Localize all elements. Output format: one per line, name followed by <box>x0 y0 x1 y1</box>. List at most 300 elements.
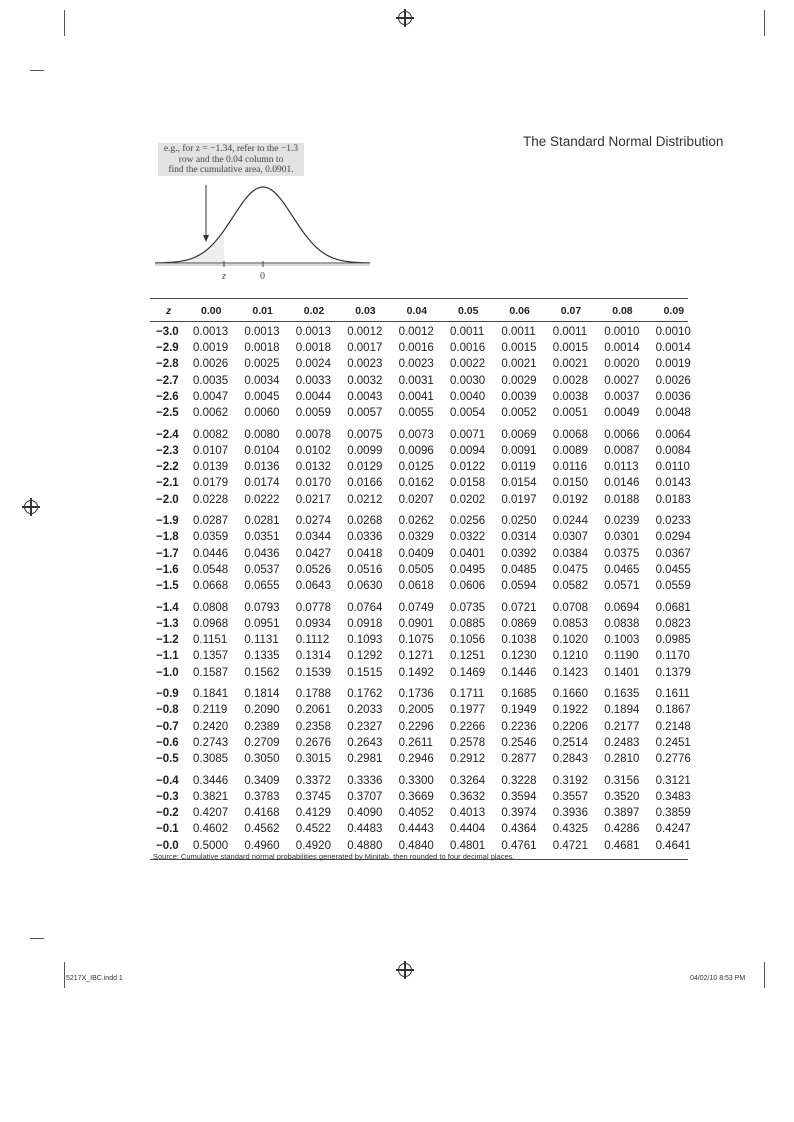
probability-cell: 0.2327 <box>347 720 383 733</box>
probability-cell: 0.2296 <box>398 720 434 733</box>
probability-cell: 0.0901 <box>398 617 434 630</box>
probability-cell: 0.0132 <box>295 461 331 474</box>
probability-cell: 0.0069 <box>501 428 537 441</box>
z-value: −2.0 <box>156 493 179 506</box>
probability-cell: 0.0301 <box>604 531 640 544</box>
probability-cell: 0.0262 <box>398 515 434 528</box>
probability-cell: 0.3594 <box>501 790 537 803</box>
probability-cell: 0.0036 <box>655 390 691 403</box>
probability-cell: 0.4721 <box>552 839 588 852</box>
probability-cell: 0.2843 <box>552 753 588 765</box>
probability-cell: 0.0026 <box>193 358 229 371</box>
probability-cell: 0.2743 <box>193 736 229 749</box>
z-value: −0.6 <box>156 736 179 749</box>
probability-cell: 0.3228 <box>501 774 537 787</box>
probability-cell: 0.3336 <box>347 774 383 787</box>
z-value: −0.8 <box>156 704 179 717</box>
probability-cell: 0.4801 <box>450 839 486 852</box>
z-value: −1.3 <box>156 617 179 630</box>
probability-cell: 0.1335 <box>244 650 280 663</box>
crop-mark <box>64 962 65 988</box>
arrow-head-icon <box>203 235 209 242</box>
probability-cell: 0.0951 <box>244 617 280 630</box>
probability-cell: 0.3192 <box>552 774 588 787</box>
z-axis-label: z <box>222 271 226 282</box>
probability-cell: 0.0012 <box>347 326 383 338</box>
probability-cell: 0.0016 <box>398 342 434 355</box>
probability-cell: 0.2177 <box>604 720 640 733</box>
probability-cell: 0.0409 <box>398 547 434 560</box>
probability-cell: 0.0143 <box>655 477 691 490</box>
probability-cell: 0.0934 <box>295 617 331 630</box>
column-header: 0.05 <box>458 305 479 317</box>
probability-cell: 0.0139 <box>193 461 229 474</box>
probability-cell: 0.0344 <box>295 531 331 544</box>
probability-cell: 0.0256 <box>450 515 486 528</box>
probability-cell: 0.0630 <box>347 580 383 592</box>
probability-cell: 0.1170 <box>655 650 690 663</box>
probability-cell: 0.0116 <box>552 461 588 474</box>
probability-cell: 0.1977 <box>450 704 486 717</box>
probability-cell: 0.0028 <box>552 374 588 387</box>
probability-cell: 0.0017 <box>347 342 383 355</box>
probability-cell: 0.0392 <box>501 547 537 560</box>
probability-cell: 0.0764 <box>347 601 383 614</box>
probability-cell: 0.3050 <box>244 753 280 765</box>
probability-cell: 0.0643 <box>295 580 331 592</box>
probability-cell: 0.1056 <box>450 634 486 647</box>
probability-cell: 0.1894 <box>604 704 640 717</box>
z-value: −0.1 <box>156 823 179 836</box>
probability-cell: 0.1660 <box>552 688 588 701</box>
probability-cell: 0.2148 <box>655 720 691 733</box>
probability-cell: 0.0059 <box>295 407 331 419</box>
probability-cell: 0.2061 <box>295 704 331 717</box>
probability-cell: 0.0294 <box>655 531 691 544</box>
probability-cell: 0.1401 <box>604 666 640 679</box>
probability-cell: 0.0918 <box>347 617 383 630</box>
probability-cell: 0.0885 <box>450 617 486 630</box>
probability-cell: 0.0040 <box>450 390 486 403</box>
probability-cell: 0.0068 <box>552 428 588 441</box>
probability-cell: 0.0559 <box>655 580 691 592</box>
probability-cell: 0.1379 <box>655 666 691 679</box>
probability-cell: 0.0250 <box>501 515 537 528</box>
probability-cell: 0.4247 <box>655 823 691 836</box>
probability-cell: 0.2266 <box>450 720 486 733</box>
probability-cell: 0.3745 <box>295 790 331 803</box>
probability-cell: 0.0136 <box>244 461 280 474</box>
crop-mark <box>30 70 44 71</box>
probability-cell: 0.0170 <box>295 477 331 490</box>
probability-cell: 0.0025 <box>244 358 280 371</box>
z-value: −0.3 <box>156 790 179 803</box>
probability-cell: 0.0150 <box>552 477 588 490</box>
probability-cell: 0.0375 <box>604 547 640 560</box>
probability-cell: 0.3483 <box>655 790 691 803</box>
probability-cell: 0.0838 <box>604 617 640 630</box>
probability-cell: 0.0051 <box>552 407 588 419</box>
probability-cell: 0.3632 <box>450 790 486 803</box>
probability-cell: 0.1469 <box>450 666 486 679</box>
probability-cell: 0.0968 <box>193 617 229 630</box>
probability-cell: 0.0708 <box>552 601 588 614</box>
probability-cell: 0.1075 <box>398 634 434 647</box>
probability-cell: 0.4364 <box>501 823 537 836</box>
probability-cell: 0.0039 <box>501 390 537 403</box>
probability-cell: 0.1867 <box>655 704 691 717</box>
z-value: −2.1 <box>156 477 179 490</box>
probability-cell: 0.0047 <box>193 390 229 403</box>
probability-cell: 0.2578 <box>450 736 486 749</box>
probability-cell: 0.0021 <box>501 358 537 371</box>
probability-cell: 0.0455 <box>655 563 691 576</box>
probability-cell: 0.0197 <box>501 493 537 506</box>
probability-cell: 0.2451 <box>655 736 691 749</box>
registration-mark-icon <box>398 11 412 25</box>
probability-cell: 0.2236 <box>501 720 537 733</box>
probability-cell: 0.0013 <box>244 326 280 338</box>
bell-curve <box>155 187 370 263</box>
probability-cell: 0.0351 <box>244 531 280 544</box>
column-header: 0.00 <box>201 305 222 317</box>
probability-cell: 0.0031 <box>398 374 434 387</box>
probability-cell: 0.1949 <box>501 704 537 717</box>
column-header: 0.03 <box>355 305 376 317</box>
probability-cell: 0.0023 <box>398 358 434 371</box>
probability-cell: 0.1112 <box>295 634 330 647</box>
probability-cell: 0.0011 <box>552 326 588 338</box>
header-row <box>150 298 688 322</box>
probability-cell: 0.0022 <box>450 358 486 371</box>
probability-cell: 0.0023 <box>347 358 383 371</box>
probability-cell: 0.4641 <box>655 839 691 852</box>
z-value: −1.8 <box>156 531 179 544</box>
z-value: −0.2 <box>156 807 179 820</box>
probability-cell: 0.0495 <box>450 563 486 576</box>
probability-cell: 0.0064 <box>655 428 691 441</box>
probability-cell: 0.1611 <box>655 688 690 701</box>
probability-cell: 0.0033 <box>295 374 331 387</box>
probability-cell: 0.0158 <box>450 477 486 490</box>
z-value: −2.7 <box>156 374 179 387</box>
probability-cell: 0.0030 <box>450 374 486 387</box>
probability-cell: 0.0110 <box>655 461 690 474</box>
column-header: 0.06 <box>509 305 530 317</box>
figure-callout <box>158 143 304 176</box>
probability-cell: 0.0125 <box>398 461 434 474</box>
probability-cell: 0.0166 <box>347 477 383 490</box>
probability-cell: 0.0287 <box>193 515 229 528</box>
probability-cell: 0.3409 <box>244 774 280 787</box>
probability-cell: 0.2514 <box>552 736 588 749</box>
column-header: 0.07 <box>560 305 582 317</box>
probability-cell: 0.0045 <box>244 390 280 403</box>
probability-cell: 0.0307 <box>552 531 588 544</box>
probability-cell: 0.0174 <box>244 477 280 490</box>
probability-cell: 0.0192 <box>552 493 588 506</box>
probability-cell: 0.2119 <box>193 704 228 717</box>
probability-cell: 0.2420 <box>193 720 229 733</box>
probability-cell: 0.0055 <box>398 407 434 419</box>
probability-cell: 0.0721 <box>501 601 537 614</box>
z-value: −2.6 <box>156 390 179 403</box>
probability-cell: 0.0655 <box>244 580 280 592</box>
probability-cell: 0.0401 <box>450 547 486 560</box>
probability-cell: 0.0985 <box>655 634 691 647</box>
crop-mark <box>764 962 765 988</box>
probability-cell: 0.0274 <box>295 515 331 528</box>
probability-cell: 0.0119 <box>501 461 536 474</box>
probability-cell: 0.0029 <box>501 374 537 387</box>
probability-cell: 0.0594 <box>501 580 537 592</box>
probability-cell: 0.0465 <box>604 563 640 576</box>
probability-cell: 0.0853 <box>552 617 588 630</box>
probability-cell: 0.0359 <box>193 531 229 544</box>
probability-cell: 0.0217 <box>295 493 331 506</box>
probability-cell: 0.1423 <box>552 666 588 679</box>
probability-cell: 0.1685 <box>501 688 537 701</box>
probability-cell: 0.1251 <box>450 650 486 663</box>
probability-cell: 0.1271 <box>398 650 434 663</box>
probability-cell: 0.2676 <box>295 736 331 749</box>
probability-cell: 0.0146 <box>604 477 640 490</box>
probability-cell: 0.0823 <box>655 617 691 630</box>
z-column-header: z <box>166 305 172 317</box>
probability-cell: 0.3446 <box>193 774 229 787</box>
probability-cell: 0.0122 <box>450 461 486 474</box>
registration-mark-icon <box>398 963 412 977</box>
probability-cell: 0.0526 <box>295 563 331 576</box>
probability-cell: 0.0808 <box>193 601 229 614</box>
probability-cell: 0.1788 <box>295 688 331 701</box>
probability-cell: 0.0233 <box>655 515 691 528</box>
probability-cell: 0.0066 <box>604 428 640 441</box>
probability-cell: 0.0073 <box>398 428 434 441</box>
probability-cell: 0.0082 <box>193 428 229 441</box>
probability-cell: 0.4840 <box>398 839 434 852</box>
z-value: −0.5 <box>156 753 179 765</box>
probability-cell: 0.0179 <box>193 477 229 490</box>
z-value: −0.9 <box>156 688 179 701</box>
z-value: −2.3 <box>156 444 179 457</box>
probability-cell: 0.0485 <box>501 563 537 576</box>
probability-cell: 0.0778 <box>295 601 331 614</box>
probability-cell: 0.2709 <box>244 736 280 749</box>
probability-cell: 0.0336 <box>347 531 383 544</box>
probability-cell: 0.1515 <box>347 666 383 679</box>
probability-cell: 0.0010 <box>604 326 640 338</box>
probability-cell: 0.0222 <box>244 493 280 506</box>
probability-cell: 0.1587 <box>193 666 229 679</box>
probability-cell: 0.2946 <box>398 753 434 765</box>
callout-line: find the cumulative area, 0.0901. <box>168 165 294 175</box>
probability-cell: 0.0314 <box>501 531 537 544</box>
probability-cell: 0.2981 <box>347 753 383 765</box>
probability-cell: 0.3085 <box>193 753 229 765</box>
probability-cell: 0.2090 <box>244 704 280 717</box>
probability-cell: 0.1539 <box>295 666 331 679</box>
probability-cell: 0.3669 <box>398 790 434 803</box>
registration-mark-icon <box>24 500 38 514</box>
probability-cell: 0.3707 <box>347 790 383 803</box>
probability-cell: 0.3121 <box>655 774 691 787</box>
probability-cell: 0.0202 <box>450 493 486 506</box>
probability-cell: 0.0694 <box>604 601 640 614</box>
probability-cell: 0.4522 <box>295 823 331 836</box>
probability-cell: 0.0041 <box>398 390 434 403</box>
probability-cell: 0.0869 <box>501 617 537 630</box>
z-value: −1.7 <box>156 547 179 560</box>
probability-cell: 0.0427 <box>295 547 331 560</box>
probability-cell: 0.4443 <box>398 823 434 836</box>
probability-cell: 0.1038 <box>501 634 537 647</box>
probability-cell: 0.0014 <box>655 342 691 355</box>
probability-cell: 0.3974 <box>501 807 537 820</box>
probability-cell: 0.0075 <box>347 428 383 441</box>
probability-cell: 0.0052 <box>501 407 537 419</box>
probability-cell: 0.0104 <box>244 444 280 457</box>
probability-cell: 0.1762 <box>347 688 383 701</box>
footer-timestamp: 04/02/10 8:53 PM <box>690 975 746 982</box>
probability-cell: 0.3520 <box>604 790 640 803</box>
probability-cell: 0.0049 <box>604 407 640 419</box>
z-value: −3.0 <box>156 326 179 338</box>
probability-cell: 0.0089 <box>552 444 588 457</box>
column-header: 0.01 <box>252 305 273 317</box>
z-value: −1.2 <box>156 634 179 647</box>
probability-cell: 0.2483 <box>604 736 640 749</box>
probability-cell: 0.2389 <box>244 720 280 733</box>
probability-cell: 0.0418 <box>347 547 383 560</box>
probability-cell: 0.0043 <box>347 390 383 403</box>
probability-cell: 0.0084 <box>655 444 691 457</box>
z-value: −2.2 <box>156 461 179 474</box>
z-value: −2.8 <box>156 358 179 371</box>
z-value: −1.6 <box>156 563 179 576</box>
probability-cell: 0.5000 <box>193 839 229 852</box>
probability-cell: 0.0183 <box>655 493 691 506</box>
probability-cell: 0.3936 <box>552 807 588 820</box>
probability-cell: 0.0162 <box>398 477 434 490</box>
probability-cell: 0.1292 <box>347 650 383 663</box>
probability-cell: 0.3300 <box>398 774 434 787</box>
z-value: −1.5 <box>156 580 179 592</box>
probability-cell: 0.0013 <box>295 326 331 338</box>
probability-cell: 0.0244 <box>552 515 588 528</box>
probability-cell: 0.4090 <box>347 807 383 820</box>
probability-cell: 0.0154 <box>501 477 537 490</box>
probability-cell: 0.0021 <box>552 358 588 371</box>
source-note: Source: Cumulative standard normal probabilities generated by Minitab, then rounded to four decimal places. <box>153 852 515 861</box>
probability-cell: 0.4960 <box>244 839 280 852</box>
probability-cell: 0.1190 <box>604 650 639 663</box>
probability-cell: 0.3859 <box>655 807 691 820</box>
probability-cell: 0.0749 <box>398 601 434 614</box>
shaded-area <box>155 230 224 263</box>
probability-cell: 0.0606 <box>450 580 486 592</box>
probability-cell: 0.4920 <box>295 839 331 852</box>
probability-cell: 0.1020 <box>552 634 588 647</box>
probability-cell: 0.0035 <box>193 374 229 387</box>
probability-cell: 0.0384 <box>552 547 588 560</box>
probability-cell: 0.0188 <box>604 493 640 506</box>
probability-cell: 0.4562 <box>244 823 280 836</box>
footer-file: 5217X_IBC.indd 1 <box>66 975 123 982</box>
z-value: −2.4 <box>156 428 179 441</box>
z-value: −2.5 <box>156 407 179 419</box>
probability-cell: 0.4286 <box>604 823 640 836</box>
probability-cell: 0.0475 <box>552 563 588 576</box>
probability-cell: 0.0107 <box>193 444 229 457</box>
z-value: −0.0 <box>156 839 179 852</box>
probability-cell: 0.1093 <box>347 634 383 647</box>
column-header: 0.09 <box>663 305 685 317</box>
probability-cell: 0.0011 <box>450 326 485 338</box>
crop-mark <box>764 10 765 36</box>
probability-cell: 0.1841 <box>193 688 229 701</box>
probability-cell: 0.0014 <box>604 342 640 355</box>
probability-cell: 0.3015 <box>295 753 331 765</box>
probability-cell: 0.1635 <box>604 688 640 701</box>
probability-cell: 0.2546 <box>501 736 537 749</box>
probability-cell: 0.0034 <box>244 374 280 387</box>
probability-cell: 0.0322 <box>450 531 486 544</box>
probability-cell: 0.0571 <box>604 580 640 592</box>
probability-cell: 0.0027 <box>604 374 640 387</box>
probability-cell: 0.2611 <box>398 736 433 749</box>
probability-cell: 0.4761 <box>501 839 537 852</box>
probability-cell: 0.1314 <box>295 650 331 663</box>
probability-cell: 0.1357 <box>193 650 229 663</box>
probability-cell: 0.0228 <box>193 493 229 506</box>
z-value: −0.4 <box>156 774 179 787</box>
probability-cell: 0.0793 <box>244 601 280 614</box>
probability-cell: 0.0329 <box>398 531 434 544</box>
probability-cell: 0.4602 <box>193 823 229 836</box>
column-header: 0.08 <box>612 305 633 317</box>
probability-cell: 0.0060 <box>244 407 280 419</box>
crop-mark <box>30 938 44 939</box>
probability-cell: 0.4168 <box>244 807 280 820</box>
probability-cell: 0.2005 <box>398 704 434 717</box>
probability-cell: 0.0113 <box>604 461 639 474</box>
probability-cell: 0.1814 <box>244 688 280 701</box>
probability-cell: 0.2776 <box>655 753 691 765</box>
probability-cell: 0.0020 <box>604 358 640 371</box>
probability-cell: 0.3557 <box>552 790 588 803</box>
page-title: The Standard Normal Distribution <box>523 134 724 149</box>
probability-cell: 0.0281 <box>244 515 280 528</box>
probability-cell: 0.0436 <box>244 547 280 560</box>
probability-cell: 0.0129 <box>347 461 383 474</box>
probability-cell: 0.0024 <box>295 358 331 371</box>
probability-cell: 0.0094 <box>450 444 486 457</box>
probability-cell: 0.0239 <box>604 515 640 528</box>
probability-cell: 0.1230 <box>501 650 537 663</box>
column-header: 0.04 <box>406 305 428 317</box>
probability-cell: 0.1131 <box>244 634 279 647</box>
probability-cell: 0.1562 <box>244 666 280 679</box>
probability-cell: 0.1492 <box>398 666 434 679</box>
probability-cell: 0.2358 <box>295 720 331 733</box>
probability-cell: 0.3156 <box>604 774 640 787</box>
column-header: 0.02 <box>303 305 325 317</box>
zero-axis-label: 0 <box>260 271 265 282</box>
z-value: −1.4 <box>156 601 179 614</box>
probability-cell: 0.0015 <box>552 342 588 355</box>
probability-cell: 0.3897 <box>604 807 640 820</box>
